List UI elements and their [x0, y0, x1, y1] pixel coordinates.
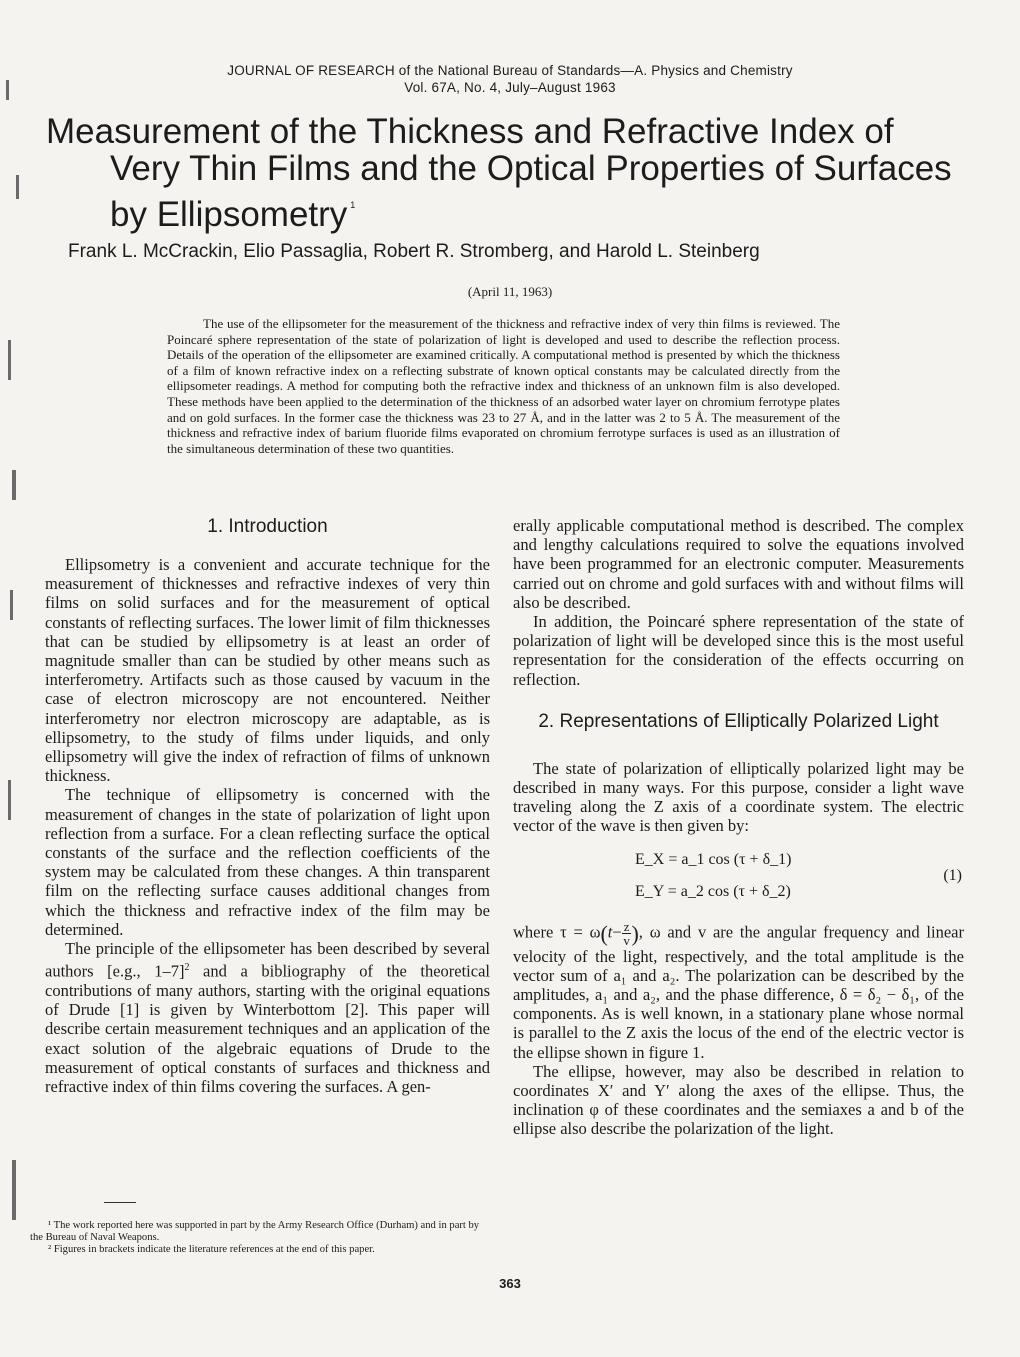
- footnote-2: ² Figures in brackets indicate the literature references at the end of this paper.: [48, 1244, 375, 1256]
- math-t: t: [607, 921, 613, 941]
- paragraph: The technique of ellipsometry is concerned with the measurement of changes in the state of polarization of light upon reflection from a surface. For a clean reflecting surface the optical constants of the surface and the reflection coefficients of the system may be calculated from these changes. A thin transparent film on the reflecting surface causes additional changes from which the thickness and refractive index of the film may be determined.: [45, 785, 490, 939]
- right-column: [513, 516, 964, 1139]
- title-line-3: [46, 187, 996, 233]
- paragraph-text: where τ = ω: [513, 921, 601, 941]
- received-date: (April 11, 1963): [467, 284, 553, 299]
- paragraph: [45, 939, 490, 1096]
- footnote-rule: [104, 1202, 136, 1203]
- section-2-heading: 2. Representations of Elliptically Polarized Light: [538, 710, 939, 732]
- scan-mark: [8, 340, 11, 380]
- paragraph: Ellipsometry is a convenient and accurate technique for the measurement of thicknesses and refractive indexes of very thin films on solid surfaces and for the measurement of optical constants of reflecting surfaces. The lower limit of film thicknesses that can be studied by ellipsometry is at least an order of magnitude smaller than can be studied by other means such as interferometry. Artifacts such as those caused by vacuum in the case of electron microscopy are not encountered. Neither interferometry nor electron microscopy are adaptable, as is ellipsometry, to the study of films under liquids, and only ellipsometry will give the index of refraction of films of unknown thickness.: [45, 555, 490, 786]
- title-line-2: Very Thin Films and the Optical Properties of Surfaces: [110, 149, 952, 188]
- fraction-z-over-v: [622, 920, 632, 947]
- left-column: [45, 516, 490, 1096]
- paper-title: [46, 113, 996, 233]
- journal-line: JOURNAL OF RESEARCH of the National Bureau of Standards—A. Physics and Chemistry: [227, 63, 793, 78]
- paragraph: In addition, the Poincaré sphere representation of the state of polarization of light will be developed since this is the most useful representation for the consideration of the effects occurring on reflection.: [513, 612, 964, 689]
- equation-line-y: E_Y = a_2 cos (τ + δ_2): [635, 882, 791, 900]
- paren-open: (: [600, 920, 608, 946]
- paragraph-text: and a bibliography of the theoretical contributions of many authors, starting with the original equations of Drude [1] is given by Winterbottom [2]. This paper will describe certain measurement techniques and an application of the exact solution of the algebraic equations of Drude to the measurement of optical constants of surfaces and thickness and refractive index of thin films covering the surfaces. A gen-: [45, 961, 490, 1096]
- journal-header: [0, 62, 1020, 96]
- author-list: Frank L. McCrackin, Elio Passaglia, Robert R. Stromberg, and Harold L. Steinberg: [68, 241, 760, 262]
- equation-line-x: E_X = a_1 cos (τ + δ_1): [635, 850, 792, 868]
- scan-mark: [10, 590, 13, 620]
- volume-line: Vol. 67A, No. 4, July–August 1963: [404, 80, 616, 95]
- section-1-heading: 1. Introduction: [207, 516, 328, 537]
- equation-1: [513, 844, 964, 910]
- scan-mark: [16, 175, 19, 199]
- equation-number: (1): [943, 866, 962, 884]
- fraction-numerator: z: [623, 918, 630, 934]
- title-line-1: Measurement of the Thickness and Refractive Index of: [46, 112, 894, 151]
- abstract: The use of the ellipsometer for the measurement of the thickness and refractive index of very thin films is reviewed. The Poincaré sphere representation of the state of polarization of light is developed and used to describe the reflection process. Details of the operation of the ellipsometer are examined critically. A computational method is presented by which the thickness of a film of known refractive index on a reflecting substrate of known optical constants may be calculated directly from the ellipsometer readings. A method for computing both the refractive index and thickness of an unknown film is also developed. These methods have been applied to the determination of the thickness of an adsorbed water layer on chromium ferrotype plates and on gold surfaces. In the former case the thickness was 23 to 27 Å, and in the latter was 2 to 5 Å. The measurement of the thickness and refractive index of barium fluoride films evaporated on chromium ferrotype surfaces is used as an illustration of the simultaneous determination of these two quantities.: [167, 316, 840, 456]
- fraction-denominator: v: [623, 932, 630, 948]
- scan-mark: [12, 1160, 16, 1220]
- paragraph-text: The principle of the ellipsometer has been described by several authors [e.g., 1–7]: [45, 939, 490, 981]
- footnote-1: ¹ The work reported here was supported in part by the Army Research Office (Durham) and in part by the Bureau of Naval Weapons.: [30, 1220, 480, 1244]
- footnote-ref: 2: [184, 962, 190, 974]
- paragraph: where τ = ω(t− $\frac{z}{v}$ ), ω and v are the angular frequency and linear velocity of the light, respectively, and the total amplitude is the vector sum of a₁ and a₂. The polarization can be described by the amplitudes, a₁ and a₂, and the phase difference, δ = δ₂ − δ₁, of the components. As is well known, in a stationary plane whose normal is parallel to the Z axis the locus of the end of the electric vector is the ellipse shown in figure 1.: [513, 918, 964, 1062]
- scan-mark: [8, 780, 11, 820]
- title-line-3-text: by Ellipsometry: [110, 195, 348, 234]
- title-footnote-mark: 1: [350, 200, 356, 210]
- page-number: 363: [499, 1276, 521, 1291]
- paragraph-text: , ω and v are the angular frequency and linear velocity of the light, respectively, and the total amplitude is the vector sum of a₁ and a₂. The polarization can be described by the amplitudes, a₁ and a₂, and the phase difference, δ = δ₂ − δ₁, of the components. As is well known, in a stationary plane whose normal is parallel to the Z axis the locus of the end of the electric vector is the ellipse shown in figure 1.: [513, 921, 964, 1062]
- paragraph: The state of polarization of elliptically polarized light may be described in many ways. For this purpose, consider a light wave traveling along the Z axis of a coordinate system. The electric vector of the wave is then given by:: [513, 758, 964, 836]
- footnotes: [30, 1220, 490, 1257]
- paren-close: ): [631, 920, 639, 946]
- paragraph: The ellipse, however, may also be described in relation to coordinates X′ and Y′ along the axes of the ellipse. Thus, the inclination φ of these coordinates and the semiaxes a and b of the ellipse also describe the polarization of the light.: [513, 1061, 964, 1139]
- paragraph: erally applicable computational method is described. The complex and lengthy calculations required to solve the equations involved have been programmed for an electronic computer. Measurements carried out on chrome and gold surfaces with and without films will also be described.: [513, 516, 964, 612]
- scan-mark: [12, 470, 16, 500]
